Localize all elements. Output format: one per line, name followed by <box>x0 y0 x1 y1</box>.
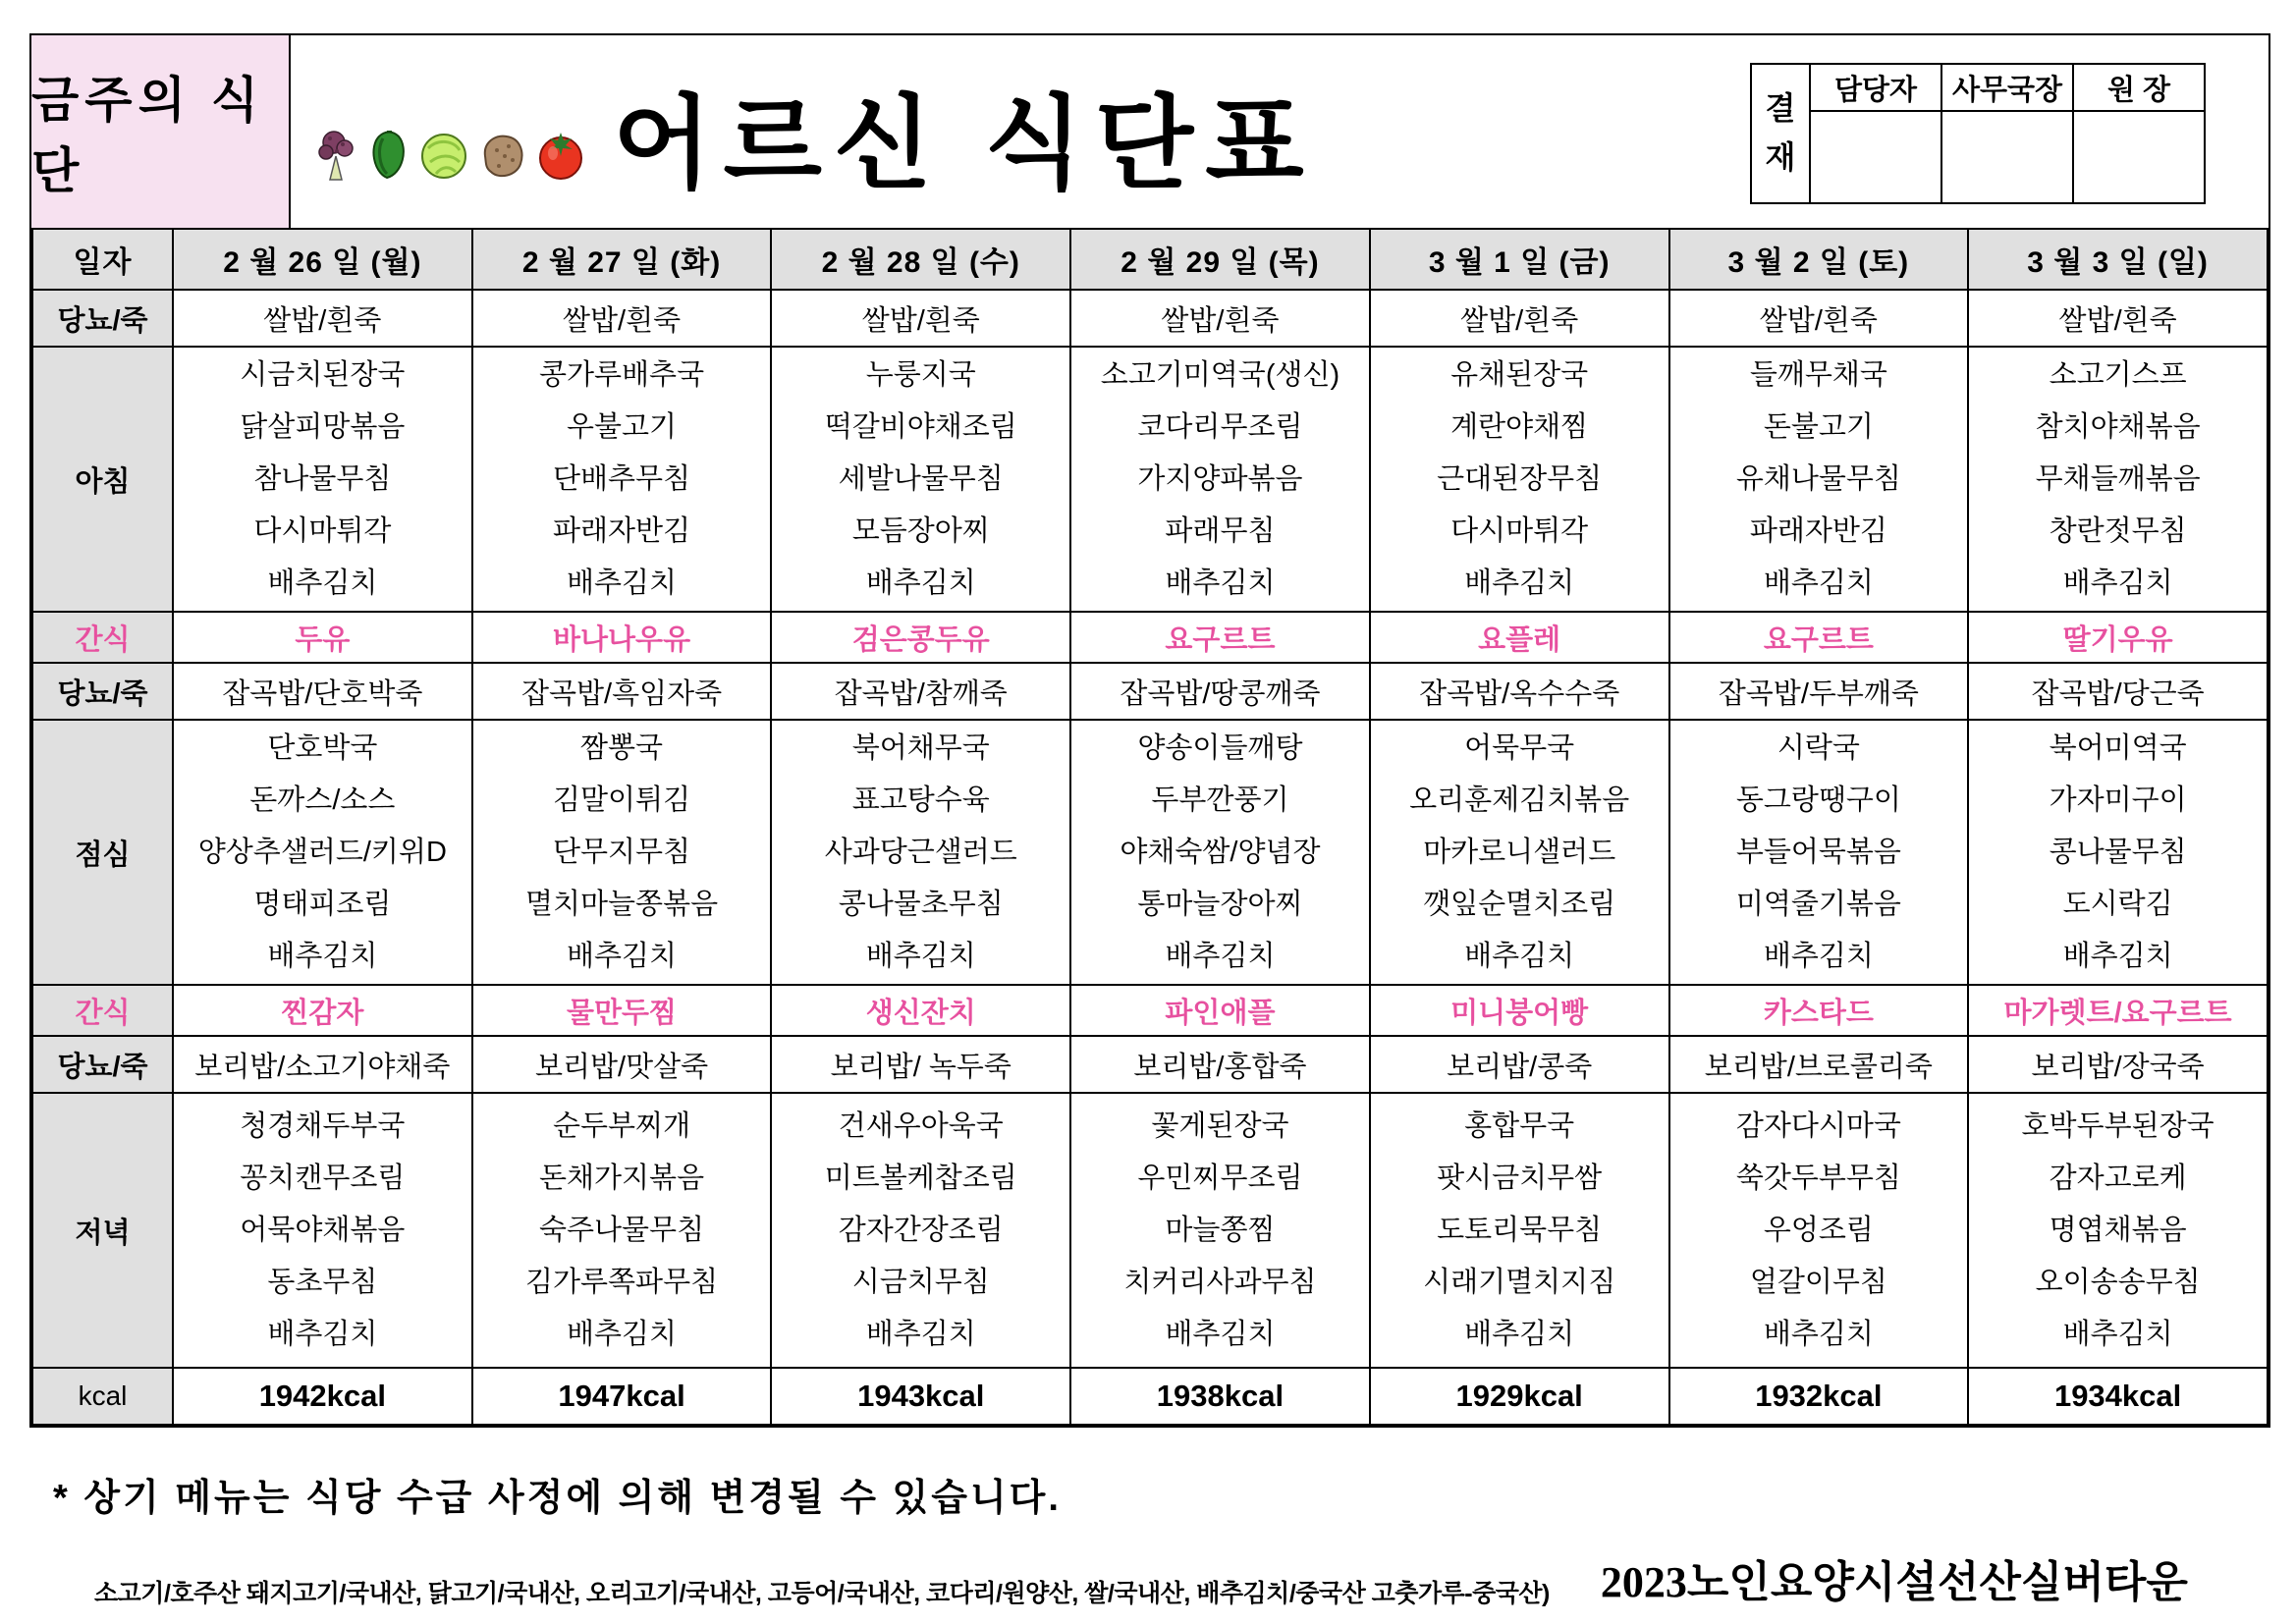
broccoli-icon <box>312 127 359 182</box>
menu-item: 배추김치 <box>865 1318 976 1350</box>
menu-item: 미트볼케찹조림 <box>824 1162 1017 1194</box>
lunch-menu-cell <box>1669 720 1969 985</box>
dinner-menu-cell <box>771 1093 1070 1368</box>
week-label-box <box>31 35 291 228</box>
header-middle <box>291 35 2269 228</box>
dinner-menu-cell <box>173 1093 472 1368</box>
diabetes-cell: 보리밥/브로콜리죽 <box>1669 1036 1969 1093</box>
menu-item: 야채숙쌈/양념장 <box>1120 836 1321 868</box>
menu-item: 동그랑땡구이 <box>1735 784 1901 816</box>
menu-item: 시금치된장국 <box>240 358 406 391</box>
diabetes-row-dinner <box>32 1036 2268 1093</box>
snack-cell: 파인애플 <box>1070 985 1370 1036</box>
menu-item: 치커리사과무침 <box>1123 1266 1317 1298</box>
kcal-row-label: kcal <box>32 1368 173 1425</box>
diabetes-cell: 쌀밥/흰죽 <box>1370 290 1669 347</box>
menu-item: 호박두부된장국 <box>2021 1110 2214 1142</box>
diabetes-cell: 쌀밥/흰죽 <box>1070 290 1370 347</box>
menu-item: 참나물무침 <box>253 462 392 495</box>
lunch-menu-cell <box>1070 720 1370 985</box>
menu-item: 단무지무침 <box>553 836 691 868</box>
menu-table <box>31 228 2269 1426</box>
menu-item: 배추김치 <box>267 940 378 972</box>
menu-item: 팟시금치무쌈 <box>1437 1162 1603 1194</box>
menu-item: 어묵무국 <box>1464 731 1575 764</box>
approval-signature-cell <box>1941 111 2073 203</box>
diabetes-cell: 쌀밥/흰죽 <box>1968 290 2268 347</box>
menu-item: 세발나물무침 <box>838 462 1004 495</box>
kcal-cell: 1932kcal <box>1669 1368 1969 1425</box>
menu-item: 소고기미역국(생신) <box>1100 358 1340 391</box>
menu-item: 돈불고기 <box>1763 410 1874 443</box>
menu-item: 단호박국 <box>267 731 378 764</box>
menu-item: 다시마튀각 <box>1450 514 1589 547</box>
menu-item: 사과당근샐러드 <box>824 836 1017 868</box>
diabetes-cell: 보리밥/ 녹두죽 <box>771 1036 1070 1093</box>
breakfast-menu-cell <box>1370 347 1669 612</box>
date-cell: 2 월 28 일 (수) <box>771 229 1070 290</box>
menu-item: 오이송송무침 <box>2035 1266 2201 1298</box>
menu-item: 깻잎순멸치조림 <box>1423 888 1616 920</box>
dinner-menu-cell <box>472 1093 772 1368</box>
menu-item: 꽁치캔무조림 <box>240 1162 406 1194</box>
breakfast-row <box>32 347 2268 612</box>
snack-cell: 요구르트 <box>1669 612 1969 663</box>
menu-item: 멸치마늘쫑볶음 <box>525 888 719 920</box>
menu-item: 표고탕수육 <box>851 784 990 816</box>
menu-item: 무채들깨볶음 <box>2035 462 2201 495</box>
menu-item: 근대된장무침 <box>1437 462 1603 495</box>
date-header-row <box>32 229 2268 290</box>
menu-item: 우엉조림 <box>1763 1214 1874 1246</box>
menu-item: 돈까스/소스 <box>249 784 396 816</box>
diabetes-cell: 쌀밥/흰죽 <box>1669 290 1969 347</box>
menu-item: 유채된장국 <box>1450 358 1589 391</box>
snack-cell: 바나나우유 <box>472 612 772 663</box>
menu-item: 배추김치 <box>267 1318 378 1350</box>
diabetes-row-breakfast <box>32 290 2268 347</box>
menu-item: 북어미역국 <box>2049 731 2187 764</box>
morning-snack-row <box>32 612 2268 663</box>
breakfast-menu-cell <box>1669 347 1969 612</box>
kcal-cell: 1947kcal <box>472 1368 772 1425</box>
approval-signature-cell <box>1810 111 1941 203</box>
footer <box>0 1424 2296 1609</box>
snack-cell: 마가렛트/요구르트 <box>1968 985 2268 1036</box>
diabetes-cell: 잡곡밥/땅콩깨죽 <box>1070 663 1370 720</box>
lunch-menu-cell <box>1968 720 2268 985</box>
menu-item: 두부깐풍기 <box>1151 784 1289 816</box>
page-title: 어르신 식단표 <box>613 87 1316 201</box>
snack-cell: 요구르트 <box>1070 612 1370 663</box>
dinner-row <box>32 1093 2268 1368</box>
menu-item: 유채나물무침 <box>1735 462 1901 495</box>
approval-col-manager: 담당자 <box>1810 64 1941 111</box>
menu-item: 들깨무채국 <box>1749 358 1887 391</box>
menu-item: 순두부찌개 <box>553 1110 691 1142</box>
menu-item: 청경채두부국 <box>240 1110 406 1142</box>
menu-item: 미역줄기볶음 <box>1735 888 1901 920</box>
snack-cell: 찐감자 <box>173 985 472 1036</box>
green-pepper-icon <box>367 127 410 182</box>
vegetable-icons <box>312 127 585 182</box>
menu-item: 명엽채볶음 <box>2049 1214 2187 1246</box>
menu-item: 소고기스프 <box>2049 358 2187 391</box>
menu-item: 배추김치 <box>865 940 976 972</box>
menu-item: 창란젓무침 <box>2049 514 2187 547</box>
menu-item: 감자다시마국 <box>1735 1110 1901 1142</box>
menu-item: 감자간장조림 <box>838 1214 1004 1246</box>
menu-item: 배추김치 <box>1763 940 1874 972</box>
menu-item: 통마늘장아찌 <box>1137 888 1303 920</box>
menu-item: 파래자반김 <box>1749 514 1887 547</box>
menu-item: 꽃게된장국 <box>1151 1110 1289 1142</box>
menu-item: 건새우아욱국 <box>838 1110 1004 1142</box>
menu-item: 양송이들깨탕 <box>1137 731 1303 764</box>
menu-item: 참치야채볶음 <box>2035 410 2201 443</box>
breakfast-menu-cell <box>1968 347 2268 612</box>
approval-signature-cell <box>2073 111 2205 203</box>
diabetes-cell: 보리밥/콩죽 <box>1370 1036 1669 1093</box>
menu-item: 배추김치 <box>1464 1318 1575 1350</box>
menu-item: 콩가루배추국 <box>539 358 705 391</box>
menu-item: 짬뽕국 <box>580 731 664 764</box>
menu-item: 어묵야채볶음 <box>240 1214 406 1246</box>
menu-item: 파래자반김 <box>553 514 691 547</box>
menu-item: 김가루쪽파무침 <box>525 1266 719 1298</box>
menu-item: 얼갈이무침 <box>1749 1266 1887 1298</box>
menu-item: 배추김치 <box>1464 940 1575 972</box>
kcal-row <box>32 1368 2268 1425</box>
lunch-menu-cell <box>472 720 772 985</box>
menu-item: 양상추샐러드/키위D <box>197 836 447 868</box>
menu-item: 배추김치 <box>1165 940 1276 972</box>
menu-item: 가자미구이 <box>2049 784 2187 816</box>
menu-item: 파래무침 <box>1165 514 1276 547</box>
menu-item: 쑥갓두부무침 <box>1735 1162 1901 1194</box>
menu-item: 부들어묵볶음 <box>1735 836 1901 868</box>
menu-item: 배추김치 <box>1464 567 1575 599</box>
menu-item: 배추김치 <box>567 940 678 972</box>
snack-cell: 딸기우유 <box>1968 612 2268 663</box>
approval-col-director: 원 장 <box>2073 64 2205 111</box>
menu-item: 배추김치 <box>2062 1318 2173 1350</box>
facility-name: 2023노인요양시설선산실버타운 <box>1600 1558 2188 1606</box>
date-cell: 2 월 27 일 (화) <box>472 229 772 290</box>
date-col-label: 일자 <box>32 229 173 290</box>
kcal-cell: 1943kcal <box>771 1368 1070 1425</box>
snack-row-label: 간식 <box>32 985 173 1036</box>
menu-item: 배추김치 <box>1763 1318 1874 1350</box>
approval-stamp-text: 결재 <box>1765 90 1796 175</box>
snack-cell: 미니붕어빵 <box>1370 985 1669 1036</box>
diabetes-row-label: 당뇨/죽 <box>32 1036 173 1093</box>
diabetes-cell: 쌀밥/흰죽 <box>472 290 772 347</box>
menu-item: 오리훈제김치볶음 <box>1409 784 1630 816</box>
dinner-menu-cell <box>1968 1093 2268 1368</box>
diabetes-cell: 보리밥/장국죽 <box>1968 1036 2268 1093</box>
diabetes-cell: 잡곡밥/옥수수죽 <box>1370 663 1669 720</box>
menu-item: 배추김치 <box>1165 567 1276 599</box>
breakfast-menu-cell <box>472 347 772 612</box>
diabetes-row-lunch <box>32 663 2268 720</box>
diabetes-cell: 잡곡밥/흑임자죽 <box>472 663 772 720</box>
menu-item: 김말이튀김 <box>553 784 691 816</box>
dinner-menu-cell <box>1370 1093 1669 1368</box>
date-cell: 2 월 29 일 (목) <box>1070 229 1370 290</box>
snack-cell: 생신잔치 <box>771 985 1070 1036</box>
menu-item: 배추김치 <box>567 567 678 599</box>
diabetes-cell: 쌀밥/흰죽 <box>173 290 472 347</box>
date-cell: 2 월 26 일 (월) <box>173 229 472 290</box>
menu-item: 감자고로케 <box>2049 1162 2187 1194</box>
menu-item: 우불고기 <box>567 410 678 443</box>
diabetes-cell: 잡곡밥/두부깨죽 <box>1669 663 1969 720</box>
diabetes-cell: 보리밥/소고기야채죽 <box>173 1036 472 1093</box>
menu-item: 시락국 <box>1777 731 1860 764</box>
tomato-icon <box>536 127 585 182</box>
menu-item: 배추김치 <box>2062 940 2173 972</box>
dinner-row-label: 저녁 <box>32 1093 173 1368</box>
diabetes-cell: 잡곡밥/단호박죽 <box>173 663 472 720</box>
diabetes-cell: 보리밥/맛살죽 <box>472 1036 772 1093</box>
menu-item: 다시마튀각 <box>253 514 392 547</box>
date-cell: 3 월 1 일 (금) <box>1370 229 1669 290</box>
snack-cell: 카스타드 <box>1669 985 1969 1036</box>
lunch-menu-cell <box>1370 720 1669 985</box>
kcal-cell: 1929kcal <box>1370 1368 1669 1425</box>
menu-item: 마늘쫑찜 <box>1165 1214 1276 1246</box>
lunch-row-label: 점심 <box>32 720 173 985</box>
menu-item: 배추김치 <box>567 1318 678 1350</box>
menu-item: 닭살피망볶음 <box>240 410 406 443</box>
lunch-menu-cell <box>173 720 472 985</box>
kcal-cell: 1938kcal <box>1070 1368 1370 1425</box>
diabetes-cell: 잡곡밥/당근죽 <box>1968 663 2268 720</box>
snack-cell: 두유 <box>173 612 472 663</box>
menu-item: 누룽지국 <box>865 358 976 391</box>
menu-item: 배추김치 <box>1763 567 1874 599</box>
sheet-header <box>31 35 2269 228</box>
diabetes-cell: 보리밥/홍합죽 <box>1070 1036 1370 1093</box>
menu-item: 마카로니샐러드 <box>1423 836 1616 868</box>
menu-item: 계란야채찜 <box>1450 410 1589 443</box>
approval-table <box>1750 63 2206 204</box>
menu-item: 시래기멸치지짐 <box>1423 1266 1616 1298</box>
menu-item: 떡갈비야채조림 <box>824 410 1017 443</box>
dinner-menu-cell <box>1669 1093 1969 1368</box>
menu-item: 명태피조림 <box>253 888 392 920</box>
afternoon-snack-row <box>32 985 2268 1036</box>
approval-stamp-label <box>1751 64 1810 203</box>
lunch-menu-cell <box>771 720 1070 985</box>
breakfast-menu-cell <box>173 347 472 612</box>
breakfast-menu-cell <box>771 347 1070 612</box>
menu-item: 모듬장아찌 <box>851 514 990 547</box>
snack-cell: 검은콩두유 <box>771 612 1070 663</box>
snack-cell: 요플레 <box>1370 612 1669 663</box>
menu-item: 북어채무국 <box>851 731 990 764</box>
breakfast-row-label: 아침 <box>32 347 173 612</box>
lunch-row <box>32 720 2268 985</box>
diabetes-cell: 쌀밥/흰죽 <box>771 290 1070 347</box>
date-cell: 3 월 2 일 (토) <box>1669 229 1969 290</box>
menu-item: 홍합무국 <box>1464 1110 1575 1142</box>
potato-icon <box>477 127 528 182</box>
breakfast-menu-cell <box>1070 347 1370 612</box>
menu-item: 시금치무침 <box>851 1266 990 1298</box>
menu-item: 우민찌무조림 <box>1137 1162 1303 1194</box>
date-cell: 3 월 3 일 (일) <box>1968 229 2268 290</box>
menu-item: 돈채가지볶음 <box>539 1162 705 1194</box>
diabetes-cell: 잡곡밥/참깨죽 <box>771 663 1070 720</box>
menu-item: 가지양파볶음 <box>1137 462 1303 495</box>
menu-item: 코다리무조림 <box>1137 410 1303 443</box>
menu-item: 도시락김 <box>2062 888 2173 920</box>
snack-row-label: 간식 <box>32 612 173 663</box>
menu-item: 콩나물초무침 <box>838 888 1004 920</box>
snack-cell: 물만두찜 <box>472 985 772 1036</box>
kcal-cell: 1934kcal <box>1968 1368 2268 1425</box>
cabbage-icon <box>418 127 469 182</box>
menu-change-note: * 상기 메뉴는 식당 수급 사정에 의해 변경될 수 있습니다. <box>53 1478 1062 1519</box>
menu-item: 배추김치 <box>267 567 378 599</box>
kcal-cell: 1942kcal <box>173 1368 472 1425</box>
menu-item: 숙주나물무침 <box>539 1214 705 1246</box>
menu-item: 콩나물무침 <box>2049 836 2187 868</box>
menu-item: 단배추무침 <box>553 462 691 495</box>
dinner-menu-cell <box>1070 1093 1370 1368</box>
approval-col-office-director: 사무국장 <box>1941 64 2073 111</box>
menu-item: 배추김치 <box>865 567 976 599</box>
menu-item: 도토리묵무침 <box>1437 1214 1603 1246</box>
diabetes-row-label: 당뇨/죽 <box>32 663 173 720</box>
menu-item: 동초무침 <box>267 1266 378 1298</box>
diabetes-row-label: 당뇨/죽 <box>32 290 173 347</box>
origin-info: 소고기/호주산 돼지고기/국내산, 닭고기/국내산, 오리고기/국내산, 고등어/국내산, 코다리/원양산, 쌀/국내산, 배추김치/중국산 고춧가루-중국산) <box>94 1580 1550 1607</box>
menu-item: 배추김치 <box>1165 1318 1276 1350</box>
menu-item: 배추김치 <box>2062 567 2173 599</box>
menu-sheet <box>29 33 2270 1428</box>
week-label: 금주의 식단 <box>31 73 265 198</box>
